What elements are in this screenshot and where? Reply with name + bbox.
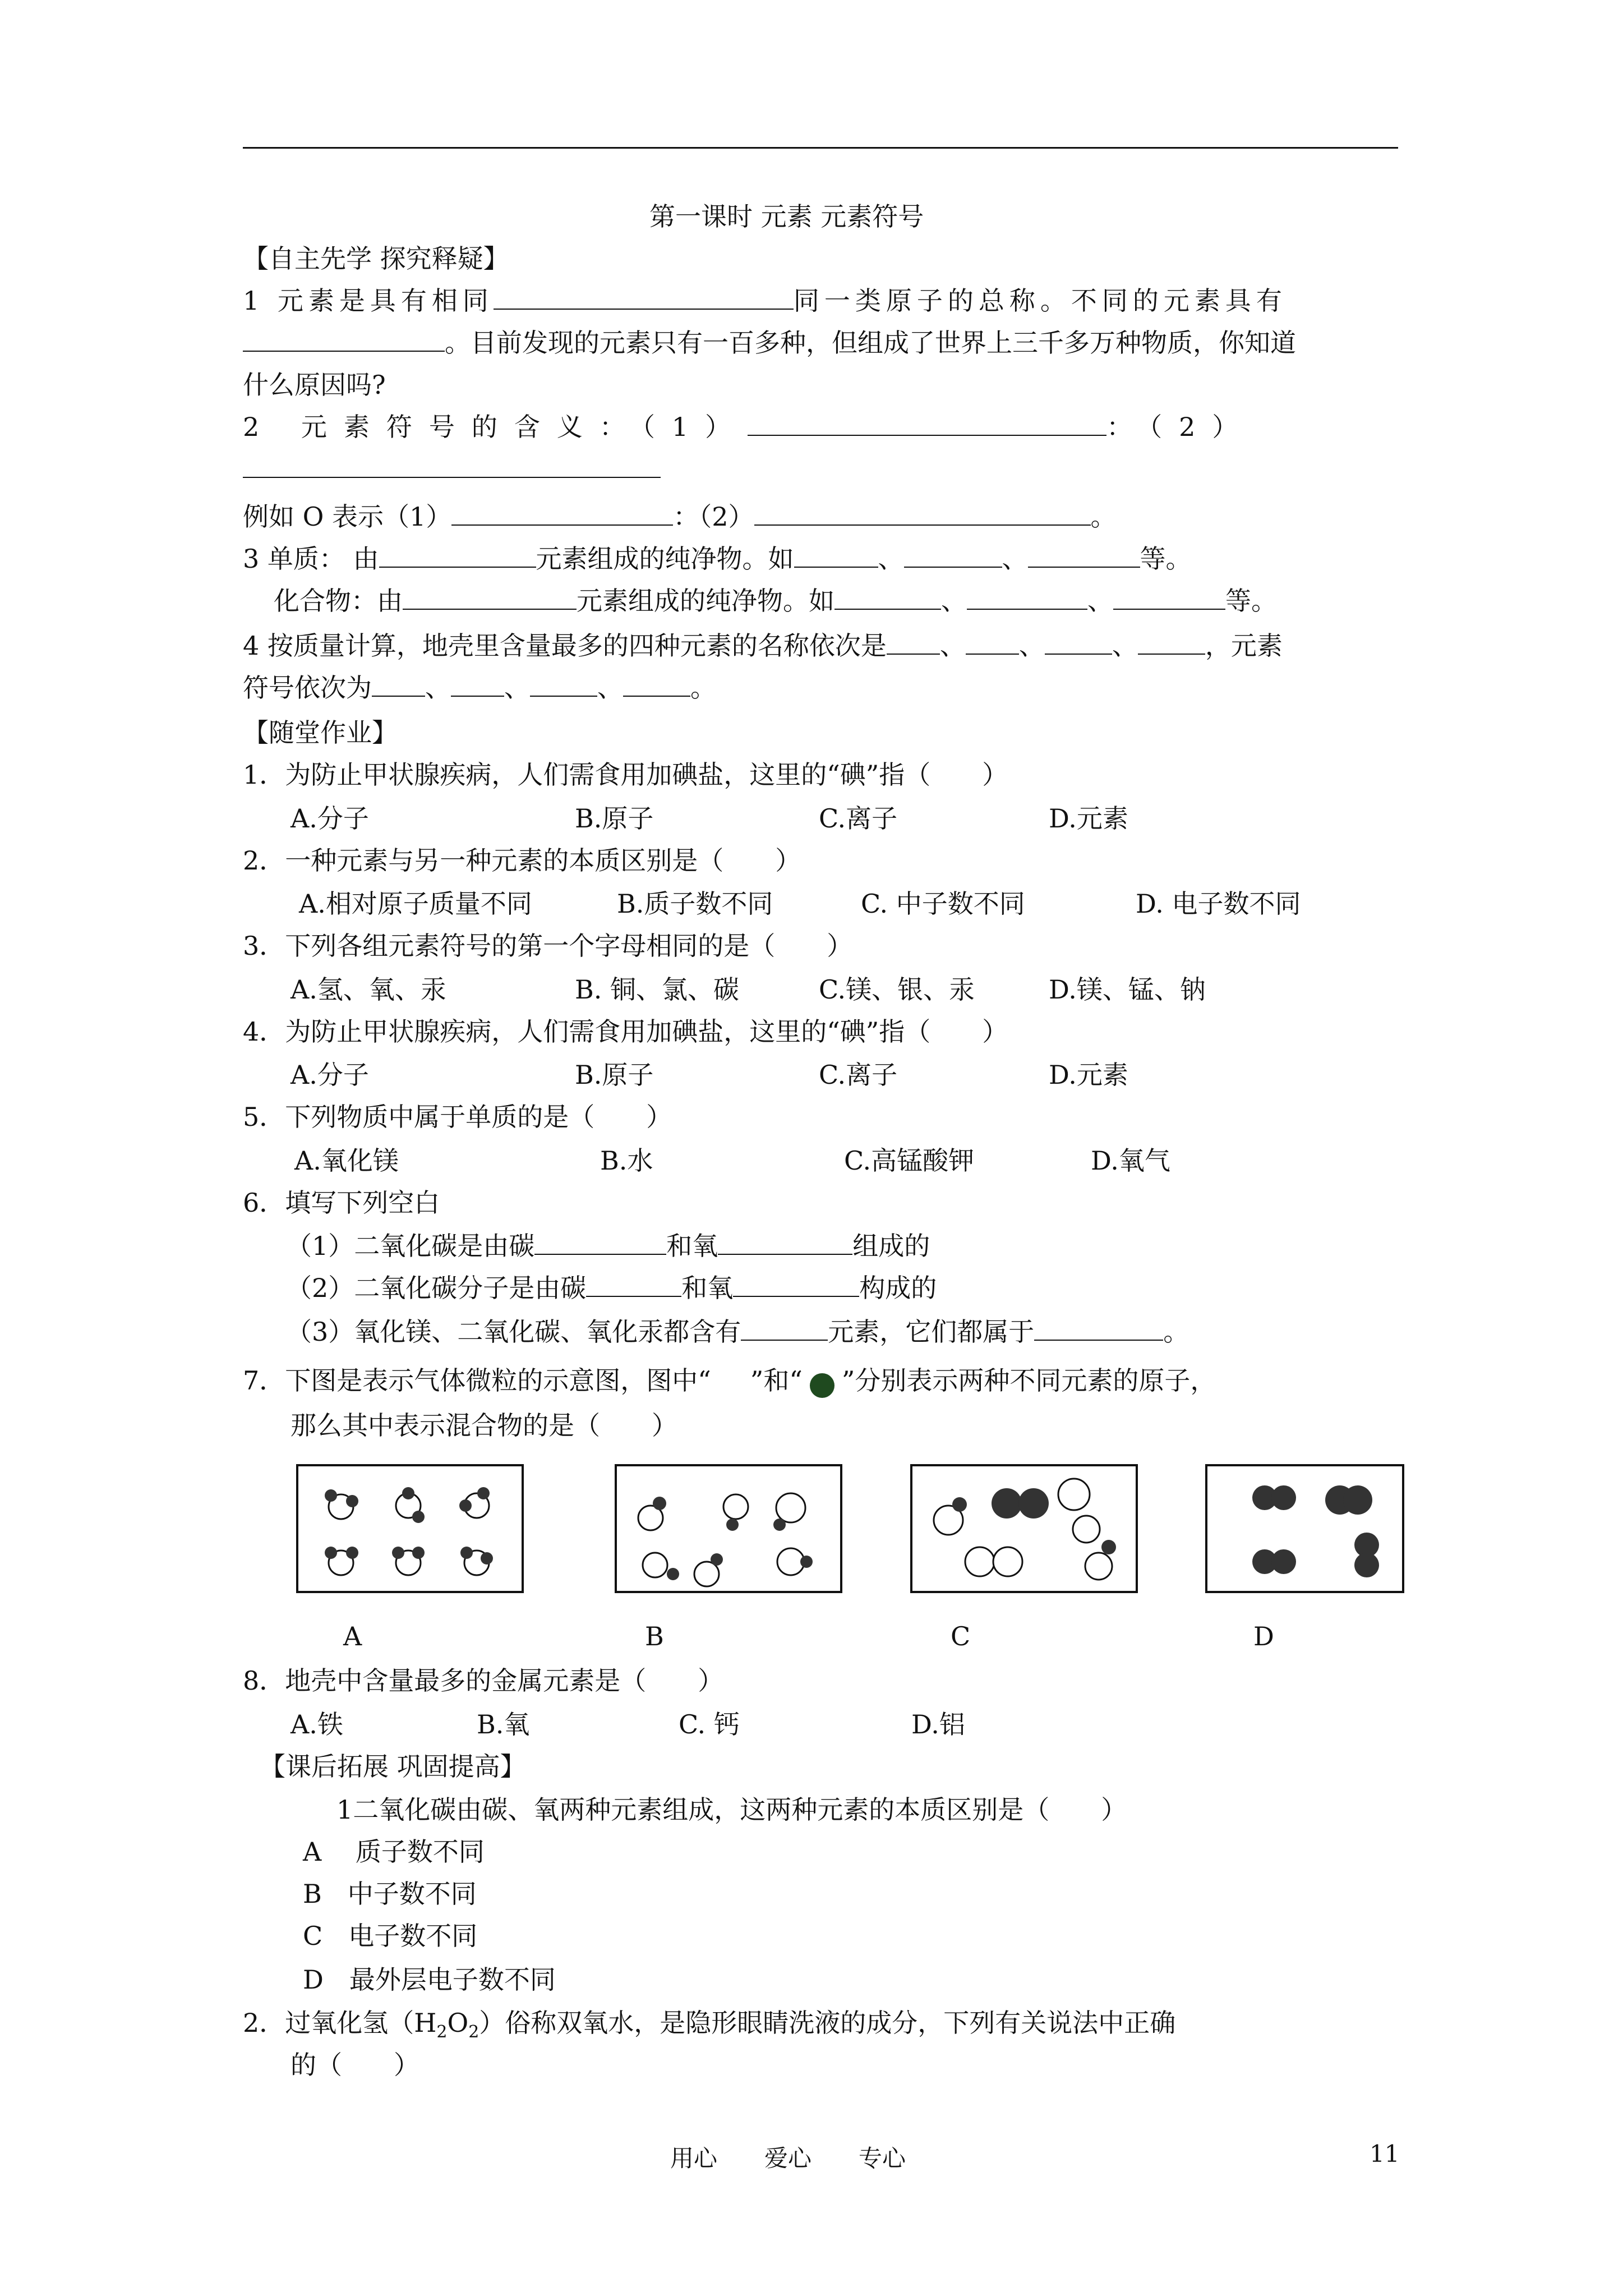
q8-opt-d: D.铝 [911, 1709, 965, 1740]
q6-blank6[interactable] [1034, 1315, 1163, 1341]
hw1-opt-a: A.分子 [291, 803, 369, 834]
q3b-blank4[interactable] [1113, 584, 1225, 610]
hw1-stem: 1．为防止甲状腺疾病，人们需食用加碘盐，这里的“碘”指（ ） [243, 760, 1008, 790]
q7-stem-line2: 那么其中表示混合物的是（ ） [291, 1410, 677, 1441]
section-heading-extension: 【课后拓展 巩固提高】 [260, 1751, 526, 1782]
q3a-blank1[interactable] [379, 542, 536, 568]
hw1-opt-d: D.元素 [1049, 803, 1128, 834]
figure-label-b: B [645, 1621, 664, 1651]
hw5-opt-b: B.水 [600, 1145, 653, 1176]
q3b-blank3[interactable] [967, 584, 1087, 610]
q3a-blank2[interactable] [794, 542, 878, 568]
green-atom-icon [803, 1365, 842, 1400]
q4-line2: 符号依次为 、 、 、 。 [243, 670, 716, 705]
ext1-opt-d: D 最外层电子数不同 [303, 1964, 556, 1995]
ext1-opt-b: B 中子数不同 [303, 1879, 477, 1909]
q2ex-blank2[interactable] [754, 500, 1091, 526]
q1-line2: 。目前发现的元素只有一百多种，但组成了世界上三千多万种物质，你知道 [243, 325, 1296, 360]
hw2-opt-b: B.质子数不同 [617, 889, 773, 919]
figure-c-molecules [912, 1466, 1136, 1591]
q1-blank2[interactable] [243, 326, 445, 352]
hw3-opt-a: A.氢、氧、汞 [291, 974, 446, 1005]
q7-stem-line1: 7．下图是表示气体微粒的示意图，图中“ ”和“ ”分别表示两种不同元素的原子， [243, 1363, 1216, 1400]
ext2-stem-line1: 2．过氧化氢$(H_2O_2)$俗称双氧水，是隐形眼睛洗液的成分，下列有关说法中正确 [243, 2008, 1176, 2042]
q2-line2 [243, 452, 661, 486]
q6-blank2[interactable] [718, 1229, 852, 1255]
q8-opt-b: B.氧 [477, 1709, 530, 1740]
q4-blank5[interactable] [372, 671, 425, 697]
figure-a-molecules [298, 1466, 522, 1591]
hw4-opt-a: A.分子 [291, 1060, 369, 1090]
hw2-opt-a: A.相对原子质量不同 [299, 889, 532, 919]
figure-label-a: A [343, 1621, 362, 1651]
q4-line1: 4 按质量计算，地壳里含量最多的四种元素的名称依次是 、 、 、 ，元素 [243, 628, 1283, 663]
q4-blank8[interactable] [623, 671, 690, 697]
q3-elemental: 3 单质： 由 元素组成的纯净物。如 、 、 等。 [243, 541, 1192, 576]
hw3-opt-c: C.镁、银、汞 [819, 974, 975, 1005]
q6-stem: 6．填写下列空白 [243, 1188, 440, 1218]
figure-b-molecules [617, 1466, 840, 1591]
figure-a[interactable] [296, 1464, 524, 1593]
hw2-opt-c: C. 中子数不同 [861, 889, 1025, 919]
hw5-opt-c: C.高锰酸钾 [844, 1145, 975, 1176]
hw4-opt-c: C.离子 [819, 1060, 898, 1090]
q6-blank5[interactable] [741, 1315, 828, 1341]
q1-line3: 什么原因吗? [243, 370, 386, 400]
header-rule [243, 147, 1398, 149]
q2-blank2[interactable] [243, 452, 661, 478]
hw4-opt-b: B.原子 [575, 1060, 654, 1090]
q2ex-blank1[interactable] [451, 500, 673, 526]
q3-compound: 化合物：由 元素组成的纯净物。如 、 、 等。 [274, 583, 1277, 618]
q3b-blank1[interactable] [403, 584, 577, 610]
q6-line1: （1）二氧化碳是由碳 和氧 组成的 [286, 1228, 930, 1263]
q4-blank2[interactable] [966, 629, 1019, 655]
q8-stem: 8．地壳中含量最多的金属元素是（ ） [243, 1665, 724, 1696]
hw2-opt-d: D. 电子数不同 [1136, 889, 1301, 919]
hw1-opt-c: C.离子 [819, 803, 898, 834]
hw4-stem: 4．为防止甲状腺疾病，人们需食用加碘盐，这里的“碘”指（ ） [243, 1016, 1008, 1047]
q6-blank1[interactable] [534, 1229, 666, 1255]
ext2-stem-line2: 的（ ） [291, 2050, 419, 2080]
hw3-stem: 3．下列各组元素符号的第一个字母相同的是（ ） [243, 931, 853, 961]
q6-blank3[interactable] [586, 1271, 681, 1297]
ext1-opt-a: A 质子数不同 [303, 1837, 485, 1867]
hw5-stem: 5．下列物质中属于单质的是（ ） [243, 1102, 672, 1132]
figure-label-d: D [1253, 1621, 1274, 1651]
q2-example: 例如 O 表示（1） ：（2） 。 [243, 499, 1117, 534]
q6-line3: （3）氧化镁、二氧化碳、氧化汞都含有 元素，它们都属于 。 [286, 1314, 1189, 1349]
page-number: 11 [1370, 2140, 1400, 2168]
q8-opt-c: C. 钙 [679, 1709, 740, 1740]
q8-opt-a: A.铁 [291, 1709, 343, 1740]
figure-b[interactable] [615, 1464, 842, 1593]
hw4-opt-d: D.元素 [1049, 1060, 1128, 1090]
q3a-blank4[interactable] [1028, 542, 1140, 568]
hw2-stem: 2．一种元素与另一种元素的本质区别是（ ） [243, 845, 801, 876]
figure-d[interactable] [1205, 1464, 1404, 1593]
q6-line2: （2）二氧化碳分子是由碳 和氧 构成的 [286, 1271, 937, 1305]
hw5-opt-d: D.氧气 [1091, 1145, 1170, 1176]
section-heading-self-study: 【自主先学 探究释疑】 [243, 243, 509, 274]
q2-line1: 2 元素符号的含义：（1） ：（2） [243, 409, 1255, 444]
footer-motto: 用心 爱心 专心 [670, 2145, 906, 2172]
hw5-opt-a: A.氧化镁 [294, 1145, 399, 1176]
q3a-blank3[interactable] [904, 542, 1002, 568]
page-title: 第一课时 元素 元素符号 [649, 201, 924, 232]
figure-label-c: C [951, 1621, 971, 1651]
ext1-opt-c: C 电子数不同 [303, 1921, 478, 1951]
q2-blank1[interactable] [748, 410, 1106, 436]
q4-blank4[interactable] [1138, 629, 1205, 655]
figure-d-molecules [1207, 1466, 1402, 1591]
q6-blank4[interactable] [733, 1271, 859, 1297]
hw3-opt-d: D.镁、锰、钠 [1049, 974, 1206, 1005]
q1-line1: 1 元素是具有相同 同一类原子的总称。不同的元素具有 [243, 283, 1287, 318]
ext1-stem: 1二氧化碳由碳、氧两种元素组成，这两种元素的本质区别是（ ） [336, 1795, 1127, 1825]
section-heading-classwork: 【随堂作业】 [243, 717, 398, 748]
q1-blank1[interactable] [494, 284, 794, 310]
q4-blank7[interactable] [530, 671, 597, 697]
q3b-blank2[interactable] [834, 584, 941, 610]
q4-blank1[interactable] [887, 629, 940, 655]
figure-c[interactable] [910, 1464, 1138, 1593]
q4-blank6[interactable] [451, 671, 504, 697]
q4-blank3[interactable] [1045, 629, 1112, 655]
hw3-opt-b: B. 铜、氯、碳 [575, 974, 740, 1005]
hw1-opt-b: B.原子 [575, 803, 654, 834]
